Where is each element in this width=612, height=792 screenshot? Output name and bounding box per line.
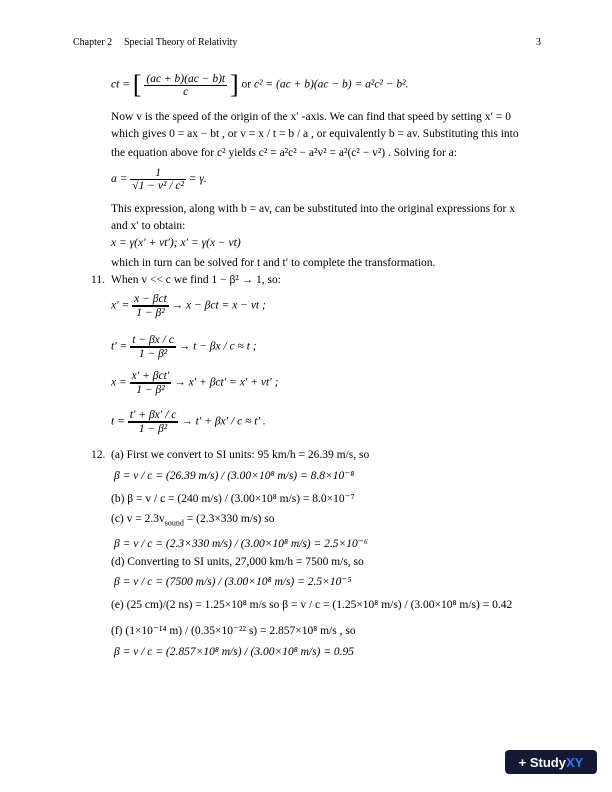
q11-eq-1-fraction (132, 293, 169, 319)
eq-a (111, 167, 207, 192)
eq1-denominator: c (183, 85, 189, 98)
eq-a-fraction (130, 167, 186, 192)
q12-number: 12. (91, 449, 106, 461)
eq-a-rhs: = γ. (188, 173, 207, 186)
para2-line2: and x′ to obtain: (111, 220, 186, 232)
eq1-lhs: ct = (111, 78, 130, 91)
q11-eq-1-den: 1 − β² (132, 306, 169, 319)
logo-text-xy: XY (565, 754, 584, 770)
para3: which in turn can be solved for t and t′ to complete the transformation. (111, 257, 436, 269)
para2-line1: This expression, along with b = av, can be substituted into the original expressions for x (111, 203, 516, 215)
eq1 (111, 70, 408, 100)
q12-f-eq: (f) (1×10⁻¹⁴ m) / (0.35×10⁻²² s) = 2.857×10⁸ m/s , so (111, 625, 356, 637)
q12-d-text: (d) Converting to SI units, 27,000 km/h = 7500 m/s, so (111, 556, 364, 568)
q12-e-eq: (e) (25 cm)/(2 ns) = 1.25×10⁸ m/s so β = v / c = (1.25×10⁸ m/s) / (3.00×10⁸ m/s) = 0.42 (111, 599, 513, 611)
chapter-label: Chapter 2 (73, 37, 113, 48)
para1-line3: the equation above for c² yields c² = a²c² − a²v² = a²(c² − v²) . Solving for a: (111, 147, 457, 159)
q11-eq-3-lhs: x = (111, 376, 127, 389)
q12-f-eq2: β = v / c = (2.857×10⁸ m/s) / (3.00×10⁸ m/s) = 0.95 (114, 646, 355, 658)
q11-eq-3-rhs: → x′ + βct′ = x′ + vt′ ; (174, 376, 279, 389)
eq-a-denominator: √1 − v² / c² (132, 180, 184, 192)
right-bracket: ] (229, 70, 239, 99)
q11-eq-2-num: t − βx / c (132, 334, 174, 346)
q11-eq-4-num: t′ + βx′ / c (129, 409, 177, 421)
logo-text: + Study (518, 754, 566, 770)
q11-eq-2-rhs: → t − βx / c ≈ t ; (178, 340, 257, 353)
q11-eq-1 (111, 293, 266, 319)
q11-eq-4 (111, 409, 266, 435)
eq-a-lhs: a = (111, 173, 128, 186)
q11-eq-4-den: 1 − β² (128, 422, 179, 435)
page-number: 3 (536, 37, 541, 48)
q11-eq-3-num: x′ + βct′ (131, 370, 170, 382)
eq1-or: or (241, 78, 252, 91)
q11-eq-1-rhs: → x − βct = x − vt ; (171, 299, 266, 312)
eq-a-numerator: 1 (130, 167, 186, 180)
studyxy-logo (505, 750, 597, 774)
chapter-title: Special Theory of Relativity (124, 37, 238, 48)
q11-number: 11. (91, 274, 105, 286)
q11-eq-3-fraction (130, 370, 172, 396)
q12-a-text: (a) First we convert to SI units: 95 km/h = 26.39 m/s, so (111, 449, 370, 461)
q11-eq-4-rhs: → t′ + βx′ / c ≈ t′ . (181, 415, 266, 428)
para1-line2: which gives 0 = ax − bt , or v = x / t = b / a , or equivalently b = av. Substituting this into (111, 128, 519, 140)
q11-eq-3 (111, 370, 278, 396)
q12-c-text: (c) v = 2.3v (111, 513, 165, 525)
q11-eq-4-fraction (128, 409, 179, 435)
q11-eq-1-lhs: x′ = (111, 299, 130, 312)
eq1-rhs: c² = (ac + b)(ac − b) = a²c² − b². (254, 78, 409, 91)
q12-c-eq: β = v / c = (2.3×330 m/s) / (3.00×10⁸ m/s) = 2.5×10⁻⁶ (114, 538, 368, 550)
q12-d-eq: β = v / c = (7500 m/s) / (3.00×10⁸ m/s) = 2.5×10⁻⁵ (114, 576, 352, 588)
q11-eq-1-num: x − βct (134, 293, 167, 305)
q12-c-sub: sound (164, 518, 184, 528)
q12-c-line (111, 513, 274, 527)
q11-intro: When v << c we find 1 − β² → 1, so: (111, 274, 281, 286)
q11-eq-4-lhs: t = (111, 415, 125, 428)
q11-eq-2 (111, 334, 257, 360)
left-bracket: [ (132, 70, 142, 99)
q11-eq-2-den: 1 − β² (130, 347, 176, 360)
q11-eq-3-den: 1 − β² (130, 383, 172, 396)
eq-x-transform: x = γ(x′ + vt′); x′ = γ(x − vt) (111, 237, 241, 249)
q11-eq-2-lhs: t′ = (111, 340, 128, 353)
para1-line1: Now v is the speed of the origin of the x′ -axis. We can find that speed by setting x′ = 0 (111, 111, 512, 123)
q12-b-eq: (b) β = v / c = (240 m/s) / (3.00×10⁸ m/s) = 8.0×10⁻⁷ (111, 493, 355, 505)
eq1-numerator: (ac + b)(ac − b)t (146, 72, 226, 85)
q12-c-text2: = (2.3×330 m/s) so (183, 513, 275, 525)
q12-a-eq: β = v / c = (26.39 m/s) / (3.00×10⁸ m/s) = 8.8×10⁻⁸ (114, 470, 355, 482)
q11-eq-2-fraction (130, 334, 176, 360)
eq1-fraction (144, 73, 227, 98)
